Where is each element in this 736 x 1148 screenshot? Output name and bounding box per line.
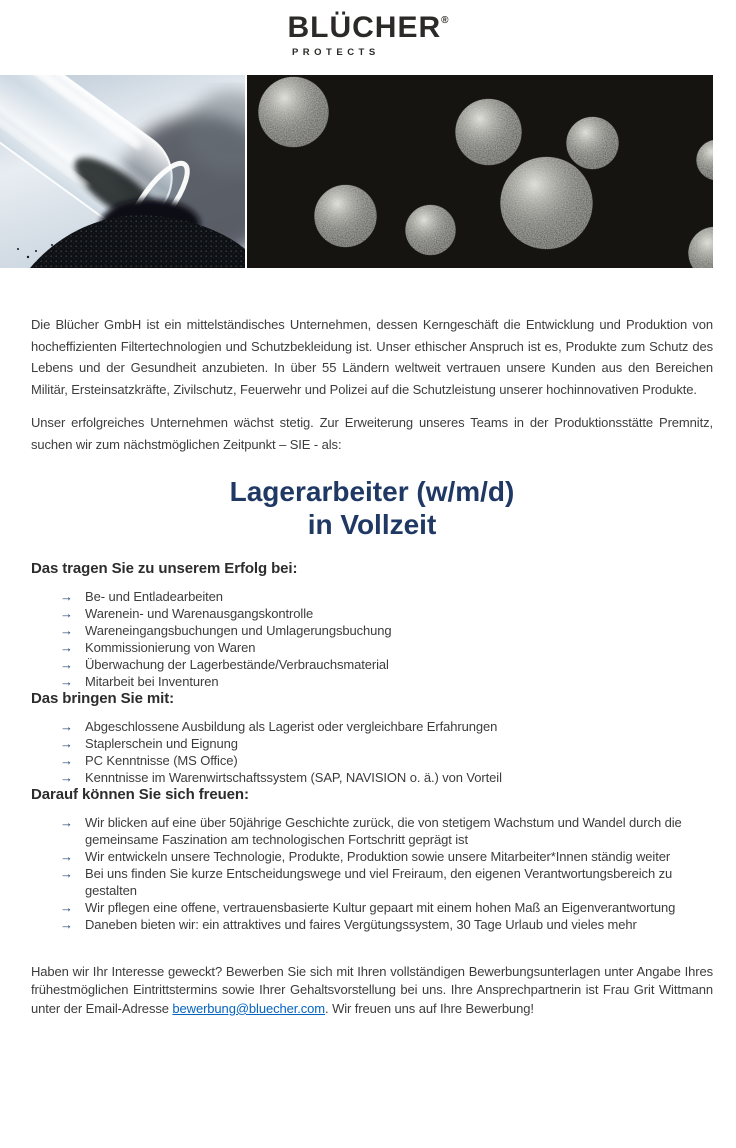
list-item: [60, 735, 713, 752]
list-item: [60, 848, 713, 865]
list-item-text: Kommissionierung von Waren: [85, 639, 256, 655]
list-item-text: Be- und Entladearbeiten: [85, 588, 223, 604]
job-posting-body: [0, 314, 736, 1018]
list-item: [60, 605, 713, 622]
application-email-link[interactable]: bewerbung@bluecher.com: [172, 1000, 326, 1016]
arrow-bullet-icon: →: [60, 718, 73, 734]
section-heading-requirements: Das bringen Sie mit:: [31, 689, 175, 707]
arrow-bullet-icon: →: [60, 656, 73, 672]
list-item-text: Wareneingangsbuchungen und Umlagerungsbuchung: [85, 622, 392, 638]
job-title: [31, 475, 713, 541]
arrow-bullet-icon: →: [60, 622, 73, 638]
arrow-bullet-icon: →: [60, 752, 73, 768]
arrow-bullet-icon: →: [60, 916, 73, 932]
list-item: [60, 916, 713, 933]
list-item-text: Staplerschein und Eignung: [85, 735, 238, 751]
intro-paragraph-2: Unser erfolgreiches Unternehmen wächst stetig. Zur Erweiterung unseres Teams in der Produktionsstätte Premnitz, suchen wir zum nächstmöglichen Zeitpunkt – SIE - als:: [31, 415, 713, 452]
list-item: [60, 718, 713, 735]
brand-name: BLÜCHER: [287, 11, 442, 44]
arrow-bullet-icon: →: [60, 735, 73, 751]
benefits-list: [60, 814, 713, 933]
list-item-text: Mitarbeit bei Inventuren: [85, 673, 219, 689]
list-item-text: Abgeschlossene Ausbildung als Lagerist oder vergleichbare Erfahrungen: [85, 718, 498, 734]
list-item: [60, 814, 713, 848]
job-title-line2: in Vollzeit: [307, 509, 437, 540]
page-header: [0, 0, 736, 75]
list-item-text: Wir blicken auf eine über 50jährige Geschichte zurück, die von stetigem Wachstum und Wandel durch die gemeinsame Faszination am technologischen Fortschritt geprägt ist: [85, 814, 682, 847]
list-item-text: Bei uns finden Sie kurze Entscheidungswege und viel Freiraum, den eigenen Verantwortungsbereich zu gestalten: [85, 865, 673, 898]
arrow-bullet-icon: →: [60, 865, 73, 881]
tasks-list: [60, 588, 713, 690]
arrow-bullet-icon: →: [60, 848, 73, 864]
list-item-text: Wir entwickeln unsere Technologie, Produkte, Produktion sowie unsere Mitarbeiter*Innen ständig weiter: [85, 848, 671, 864]
photo-carbon-spheres: [247, 75, 713, 268]
closing-paragraph: [31, 963, 713, 1019]
arrow-bullet-icon: →: [60, 605, 73, 621]
arrow-bullet-icon: →: [60, 899, 73, 915]
list-item: [60, 639, 713, 656]
list-item: [60, 865, 713, 899]
arrow-bullet-icon: →: [60, 588, 73, 604]
list-item-text: Daneben bieten wir: ein attraktives und faires Vergütungssystem, 30 Tage Urlaub und vieles mehr: [85, 916, 637, 932]
hero-images: [0, 75, 713, 268]
arrow-bullet-icon: →: [60, 814, 73, 830]
arrow-bullet-icon: →: [60, 639, 73, 655]
brand-logo: [287, 13, 448, 58]
list-item-text: Kenntnisse im Warenwirtschaftssystem (SAP, NAVISION o. ä.) von Vorteil: [85, 769, 502, 785]
closing-text-before-link: Haben wir Ihr Interesse geweckt? Bewerben Sie sich mit Ihren vollständigen Bewerbungsunterlagen unter Angabe Ihres frühestmöglichen Eintrittstermins sowie Ihrer Gehaltsvorstellung bei uns. Ihre Ansprechpartnerin ist Frau Grit Wittmann unter der Email-Adresse: [31, 963, 713, 1016]
section-heading-tasks: Das tragen Sie zu unserem Erfolg bei:: [31, 559, 298, 577]
intro-paragraph-1: Die Blücher GmbH ist ein mittelständisches Unternehmen, dessen Kerngeschäft die Entwicklung und Produktion von hocheffizienten Filtertechnologien und Schutzbekleidung ist. Unser ethischer Anspruch ist es, Produkte zum Schutz des Lebens und der Gesundheit anzubieten. In über 55 Ländern weltweit vertrauen unsere Kunden aus den Bereichen Militär, Ersteinsatzkräfte, Zivilschutz, Feuerwehr und Polizei auf die Schutzleistung unserer hochinnovativen Produkte.: [31, 317, 713, 397]
list-item: [60, 769, 713, 786]
list-item-text: Überwachung der Lagerbestände/Verbrauchsmaterial: [85, 656, 389, 672]
photo-vial-carbon-beads: [0, 75, 245, 268]
arrow-bullet-icon: →: [60, 769, 73, 785]
job-title-line1: Lagerarbeiter (w/m/d): [229, 476, 515, 507]
section-heading-benefits: Darauf können Sie sich freuen:: [31, 785, 249, 803]
requirements-list: [60, 718, 713, 786]
list-item: [60, 752, 713, 769]
list-item: [60, 588, 713, 605]
list-item-text: Warenein- und Warenausgangskontrolle: [85, 605, 314, 621]
list-item: [60, 656, 713, 673]
list-item-text: Wir pflegen eine offene, vertrauensbasierte Kultur gepaart mit einem hohen Maß an Eigenverantwortung: [85, 899, 676, 915]
arrow-bullet-icon: →: [60, 673, 73, 689]
list-item: [60, 673, 713, 690]
list-item: [60, 622, 713, 639]
list-item: [60, 899, 713, 916]
registered-mark-icon: ®: [441, 15, 449, 26]
closing-text-after-link: . Wir freuen uns auf Ihre Bewerbung!: [325, 1000, 534, 1016]
list-item-text: PC Kenntnisse (MS Office): [85, 752, 238, 768]
brand-tagline: PROTECTS: [291, 47, 380, 58]
